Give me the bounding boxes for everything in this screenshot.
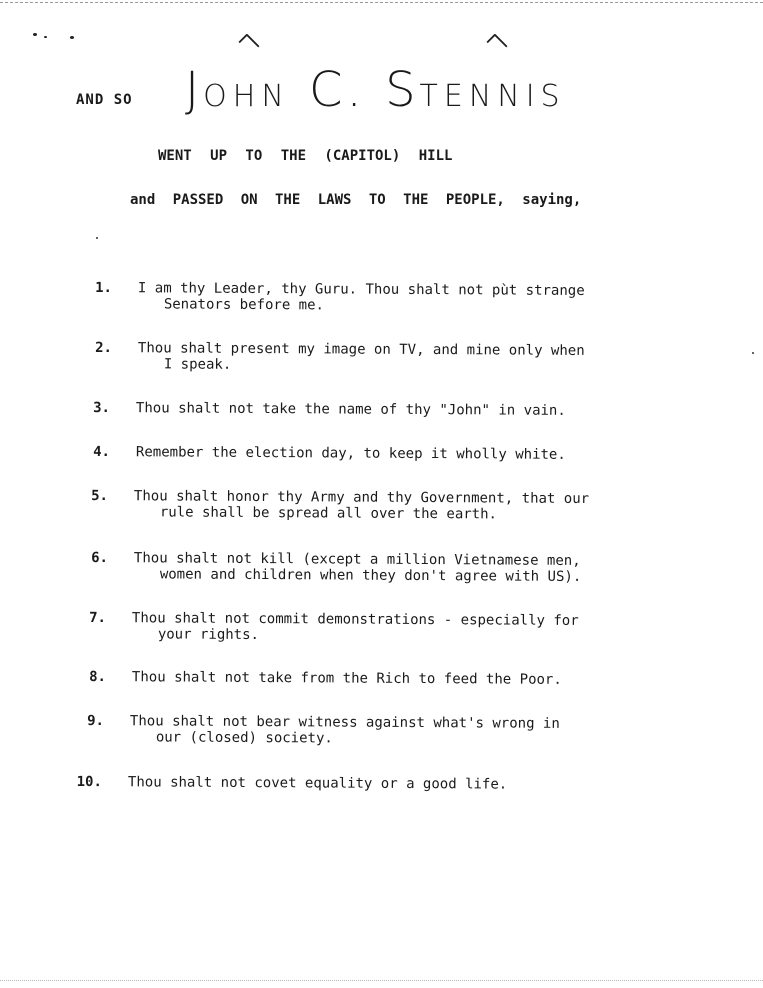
name-initial-j: J xyxy=(185,62,204,118)
commandment-text-line2: Senators before me. xyxy=(163,296,325,314)
commandment-number: 3. xyxy=(93,399,110,417)
commandment-number: 2. xyxy=(95,339,112,357)
commandment-number: 8. xyxy=(89,668,106,686)
commandment-text-line1: Thou shalt not take from the Rich to feed the Poor. xyxy=(131,669,562,688)
commandment-number: 5. xyxy=(91,487,108,505)
top-dashed-border xyxy=(0,2,763,3)
name-initial-s: S xyxy=(385,62,420,118)
name-rest-tennis: TENNIS xyxy=(419,79,566,114)
caret-mark-left xyxy=(238,33,259,54)
name-rest-ohn: OHN xyxy=(203,79,290,114)
commandment-text-line1: I am thy Leader, thy Guru. Thou shalt not pùt strange xyxy=(137,280,585,299)
stray-dot xyxy=(96,237,98,239)
commandment-number: 9. xyxy=(87,712,104,730)
commandment-text-line2: our (closed) society. xyxy=(155,729,333,747)
commandment-text-line1: Thou shalt honor thy Army and thy Government, that our xyxy=(133,488,590,508)
stray-dot xyxy=(752,352,754,354)
commandment-text-line1: Thou shalt not kill (except a million Vietnamese men, xyxy=(133,550,581,569)
ink-speck xyxy=(33,33,37,36)
commandment-text-line1: Thou shalt not take the name of thy "John" in vain. xyxy=(135,400,566,419)
ink-speck xyxy=(44,36,47,38)
commandment-text-line2: rule shall be spread all over the earth. xyxy=(159,504,498,523)
handwritten-name xyxy=(185,62,625,118)
caret-mark-right xyxy=(486,33,507,54)
name-middle: C. xyxy=(289,62,386,118)
commandment-number: 6. xyxy=(91,549,108,567)
commandment-text-line1: Thou shalt not bear witness against what's wrong in xyxy=(129,713,560,732)
intro-line-went-up: WENT UP TO THE (CAPITOL) HILL xyxy=(158,148,453,164)
commandment-number: 4. xyxy=(93,443,110,461)
commandment-text-line1: Remember the election day, to keep it wholly white. xyxy=(135,444,566,463)
commandment-text-line1: Thou shalt not covet equality or a good life. xyxy=(127,774,508,793)
commandment-number: 1. xyxy=(95,279,112,297)
ink-speck xyxy=(70,36,74,39)
commandment-text-line2: I speak. xyxy=(163,356,232,373)
commandment-number: 7. xyxy=(89,609,106,627)
commandment-text-line2: women and children when they don't agree with US). xyxy=(159,566,582,585)
commandment-text-line2: your rights. xyxy=(157,626,260,644)
commandment-text-line1: Thou shalt present my image on TV, and mine only when xyxy=(137,340,585,359)
bottom-dotted-border xyxy=(0,980,763,983)
intro-line-passed: and PASSED ON THE LAWS TO THE PEOPLE, saying, xyxy=(130,192,582,208)
header-prefix: AND SO xyxy=(76,92,133,108)
commandment-number: 10. xyxy=(76,773,102,791)
commandment-text-line1: Thou shalt not commit demonstrations - especially for xyxy=(131,610,579,629)
